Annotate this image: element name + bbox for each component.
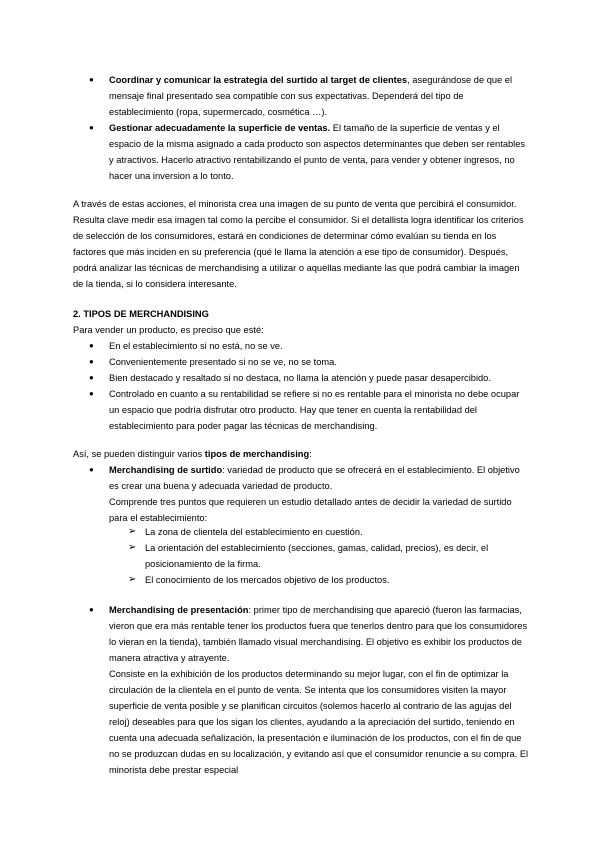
types-intro-bold: tipos de merchandising (204, 449, 310, 459)
surtido-title: Merchandising de surtido (109, 465, 223, 475)
types-intro-post: : (309, 449, 312, 459)
presentacion-title: Merchandising de presentación (109, 605, 249, 615)
arrow-bullet-icon: ➢ (128, 574, 137, 585)
list-item: Convenientemente presentado si no se ve, no se toma. (109, 357, 337, 367)
surtido-text2: Comprende tres puntos que requieren un estudio detallado antes de decidir la variedad de surtido para el establecimiento: (109, 497, 512, 523)
bullet-icon: ● (89, 341, 94, 350)
presentacion-item (109, 602, 529, 666)
bullet-icon: ● (89, 373, 94, 382)
sub-list-item: La orientación del establecimiento (secciones, gamas, calidad, precios), es decir, el posicionamiento de la firma. (145, 543, 489, 569)
presentacion-text: : primer tipo de merchandising que apareció (fueron las farmacias, vieron que era más rentable tener los productos fuera que tenerlos dentro para que los consumidores lo vieran en la tienda), también llamado visual merchandising. El objetivo es exhibir los productos de manera atractiva y atrayente. (109, 605, 528, 663)
list-item: Controlado en cuanto a su rentabilidad se refiere si no es rentable para el minorista no debe ocupar un espacio que podría disfrutar otro producto. Hay que tener en cuenta la rentabilidad del establecimiento para poder pagar las técnicas de merchandising. (109, 389, 520, 431)
list-item-bold: Gestionar adecuadamente la superficie de ventas. (109, 123, 331, 133)
bullet-icon: ● (89, 75, 94, 84)
bullet-icon: ● (89, 389, 94, 398)
list-item (109, 72, 529, 120)
list-item: En el establecimiento si no está, no se ve. (109, 341, 283, 351)
arrow-bullet-icon: ➢ (128, 542, 137, 553)
types-intro (73, 446, 528, 462)
presentacion-text2: Consiste en la exhibición de los productos determinando su mejor lugar, con el fin de optimizar la circulación de la clientela en el punto de venta. Se intenta que los consumidores visiten la mayor superficie de venta posible y se planifican circuitos (solemos hacerlo al contrario de las agujas del reloj) deseables para que los sigan los clientes, ayudando a la apreciación del surtido, teniendo en cuenta una adecuada señalización, la presentación e iluminación de los productos, con el fin de que no se produzcan dudas en su localización, y evitando así que el consumidor renuncie a su compra. El minorista debe prestar especial (109, 669, 529, 775)
surtido-text: : variedad de producto que se ofrecerá en el establecimiento. El objetivo es crear una buena y adecuada variedad de producto. (109, 465, 520, 491)
bullet-icon: ● (89, 123, 94, 132)
list-item-text: , asegurándose de que el mensaje final presentado sea compatible con sus expectativas. Dependerá del tipo de establecimiento (ropa, supermercado, cosmética …). (109, 75, 513, 117)
arrow-bullet-icon: ➢ (128, 526, 137, 537)
list-item (109, 120, 529, 184)
types-intro-pre: Así, se pueden distinguir varios (73, 449, 205, 459)
bullet-icon: ● (89, 357, 94, 366)
surtido-item (109, 462, 529, 494)
list-item-text: El tamaño de la superficie de ventas y el espacio de la misma asignado a cada producto son aspectos determinantes que deben ser rentables y atractivos. Hacerlo atractivo rentabilizando el punto de venta, para vender y obtener ingresos, no hacer una inversion a lo tonto. (109, 123, 526, 181)
bullet-icon: ● (89, 465, 94, 474)
sub-list-item: La zona de clientela del establecimiento en cuestión. (145, 527, 363, 537)
paragraph: A través de estas acciones, el minorista crea una imagen de su punto de venta que percibirá el consumidor. Resulta clave medir esa imagen tal como la percibe el consumidor. Si el detallista logra identificar los criterios de selección de los consumidores, estará en condiciones de determinar cómo evalúan su tienda en los factores que más inciden en su preferencia (qué le llama la atención a ese tipo de consumidor). Después, podrá analizar las técnicas de merchandising a utilizar o aquellas mediante las que podrá cambiar la imagen de la tienda, si lo considera interesante. (73, 199, 524, 289)
list-item: Bien destacado y resaltado si no destaca, no llama la atención y puede pasar desapercibido. (109, 373, 491, 383)
sub-list-item: El conocimiento de los mercados objetivo de los productos. (145, 575, 390, 585)
list-item-bold: Coordinar y comunicar la estrategia del surtido al target de clientes (109, 75, 408, 85)
intro-text: Para vender un producto, es preciso que esté: (73, 325, 264, 335)
bullet-icon: ● (89, 605, 94, 614)
section-heading: 2. TIPOS DE MERCHANDISING (73, 309, 209, 319)
